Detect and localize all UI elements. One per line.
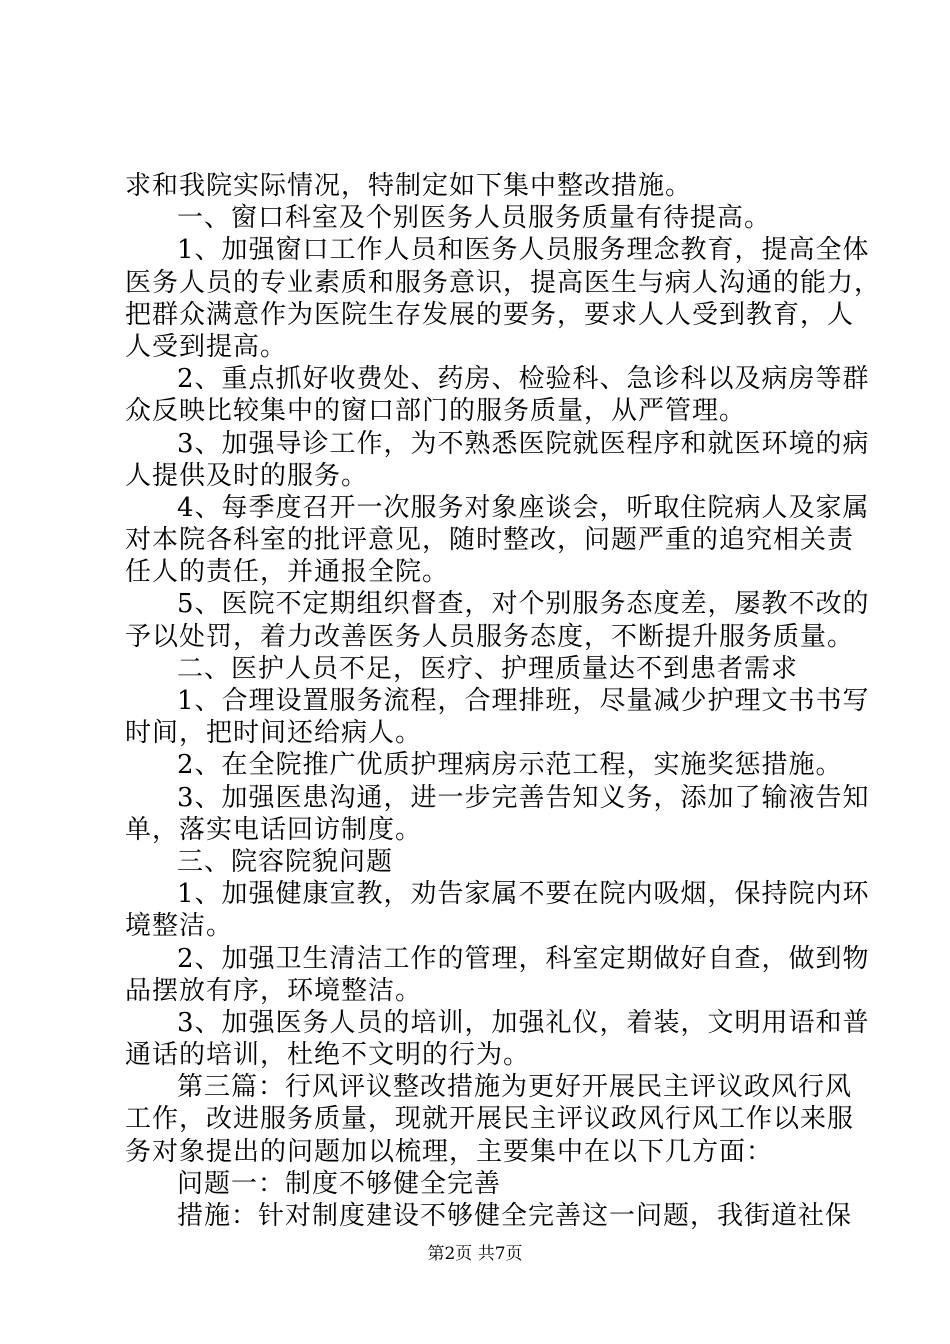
text-line: 三、院容院貌问题 xyxy=(177,846,394,877)
text-line: 单，落实电话回访制度。 xyxy=(125,814,423,845)
text-line: 对本院各科室的批评意见，随时整改，问题严重的追究相关责 xyxy=(125,525,855,556)
text-line: 众反映比较集中的窗口部门的服务质量，从严管理。 xyxy=(125,396,747,427)
text-line: 4、每季度召开一次服务对象座谈会，听取住院病人及家属 xyxy=(177,492,870,523)
text-line: 2、重点抓好收费处、药房、检验科、急诊科以及病房等群 xyxy=(177,364,870,395)
text-line: 人提供及时的服务。 xyxy=(125,460,369,491)
text-line: 1、加强窗口工作人员和医务人员服务理念教育，提高全体 xyxy=(177,235,870,266)
text-line: 2、在全院推广优质护理病房示范工程，实施奖惩措施。 xyxy=(177,750,843,781)
text-line: 求和我院实际情况，特制定如下集中整改措施。 xyxy=(125,171,693,201)
text-line: 品摆放有序，环境整洁。 xyxy=(125,975,423,1006)
text-line: 人受到提高。 xyxy=(125,331,288,362)
text-line: 3、加强医务人员的培训，加强礼仪，着装，文明用语和普 xyxy=(177,1007,870,1038)
document-body xyxy=(125,170,882,1232)
text-line: 一、窗口科室及个别医务人员服务质量有待提高。 xyxy=(177,203,772,234)
text-line: 1、加强健康宣教，劝告家属不要在院内吸烟，保持院内环 xyxy=(177,879,870,910)
text-line: 境整洁。 xyxy=(125,911,234,942)
text-line: 1、合理设置服务流程，合理排班，尽量减少护理文书书写 xyxy=(177,686,870,716)
text-line: 予以处罚，着力改善医务人员服务态度，不断提升服务质量。 xyxy=(125,621,855,652)
text-line: 任人的责任，并通报全院。 xyxy=(125,557,450,588)
text-line: 5、医院不定期组织督查，对个别服务态度差，屡教不改的 xyxy=(177,589,870,620)
text-line: 3、加强医患沟通，进一步完善告知义务，添加了输液告知 xyxy=(177,782,870,813)
text-line: 工作，改进服务质量，现就开展民主评议政风行风工作以来服 xyxy=(125,1104,855,1135)
text-line: 医务人员的专业素质和服务意识，提高医生与病人沟通的能力， xyxy=(125,267,882,298)
text-line: 把群众满意作为医院生存发展的要务，要求人人受到教育，人 xyxy=(125,299,855,330)
text-line: 3、加强导诊工作，为不熟悉医院就医程序和就医环境的病 xyxy=(177,428,870,459)
text-line: 时间，把时间还给病人。 xyxy=(125,718,423,749)
text-line: 2、加强卫生清洁工作的管理，科室定期做好自查，做到物 xyxy=(177,943,870,974)
text-line: 措施：针对制度建设不够健全完善这一问题，我街道社保 xyxy=(177,1201,853,1231)
text-line: 第三篇：行风评议整改措施为更好开展民主评议政风行风 xyxy=(177,1072,853,1103)
text-line: 问题一：制度不够健全完善 xyxy=(177,1168,502,1199)
text-line: 通话的培训，杜绝不文明的行为。 xyxy=(125,1040,531,1071)
text-line: 务对象提出的问题加以梳理，主要集中在以下几方面： xyxy=(125,1136,774,1167)
text-line: 二、医护人员不足，医疗、护理质量达不到患者需求 xyxy=(177,653,799,684)
page-footer: 第2页 共7页 xyxy=(427,1244,523,1264)
